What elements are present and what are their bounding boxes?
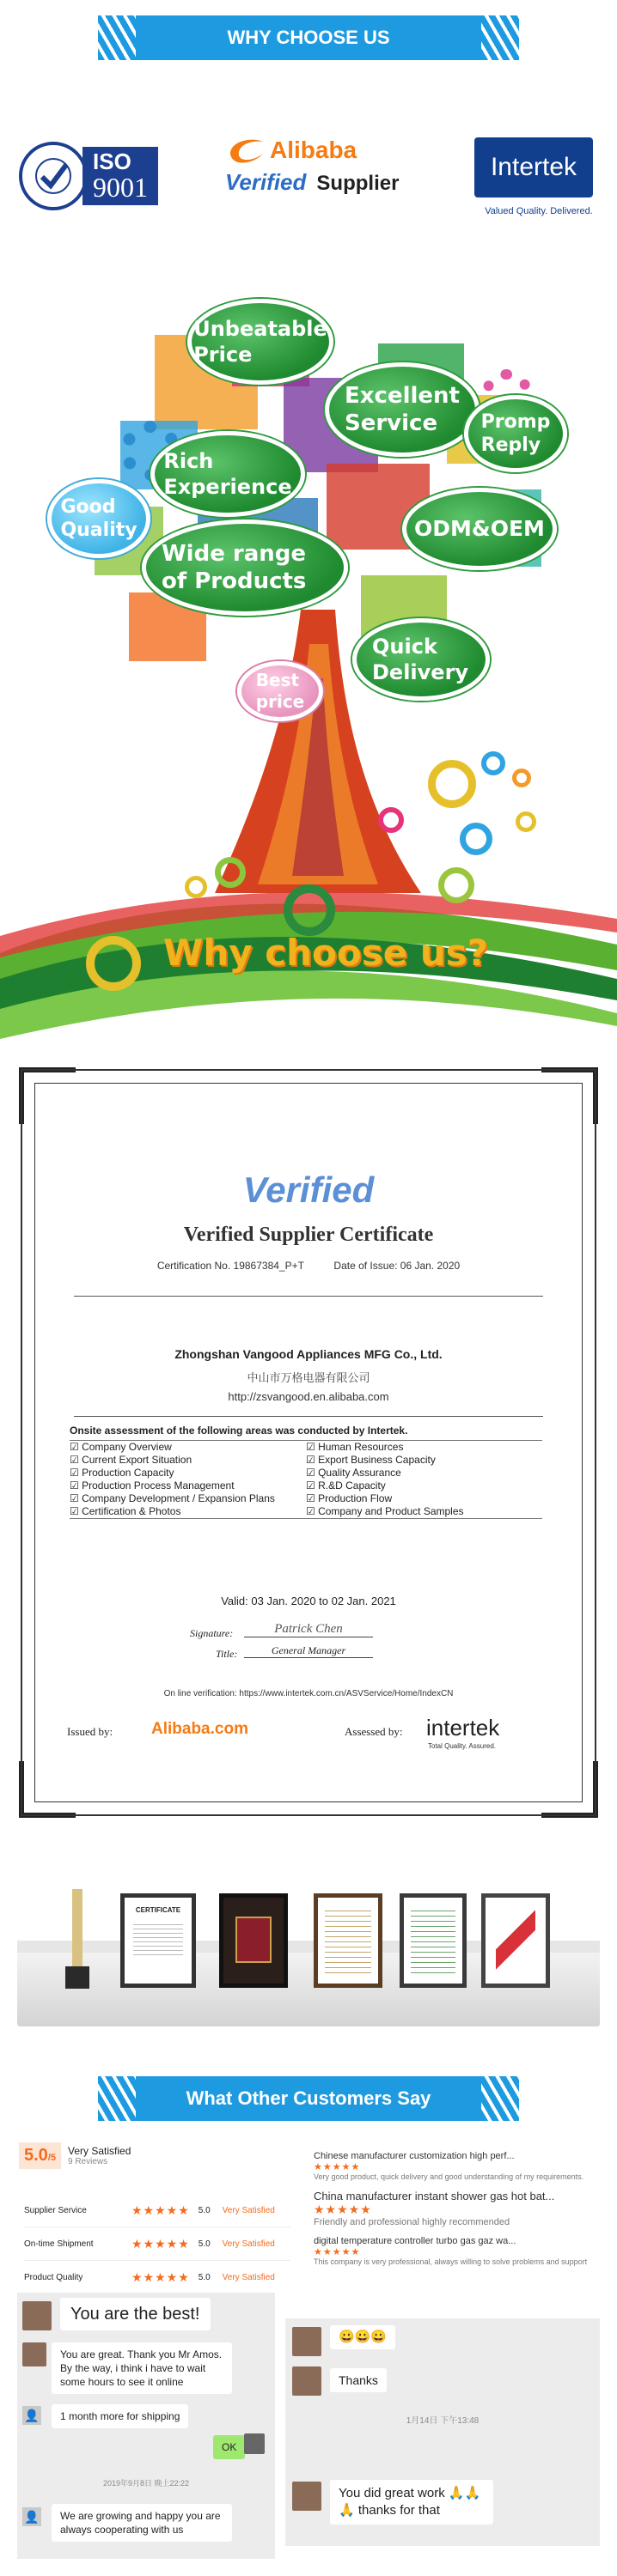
review-count: 9 Reviews xyxy=(68,2157,108,2166)
award-plaque xyxy=(219,1893,288,1988)
bubble-excellent-service xyxy=(325,362,480,457)
area-item: Certification & Photos xyxy=(82,1505,181,1517)
star-rating-icon: ★★★★★ xyxy=(314,2202,372,2216)
area-item: Current Export Situation xyxy=(82,1454,192,1466)
divider xyxy=(74,1416,543,1417)
avatar xyxy=(22,2342,46,2366)
iso-logo xyxy=(19,142,158,210)
chat-bubble: You are the best! xyxy=(60,2298,211,2330)
chat-bubble: You are great. Thank you Mr Amos. By the way, i think i have to wait some hours to see it online xyxy=(52,2342,232,2394)
cert-url: http://zsvangood.en.alibaba.com xyxy=(228,1390,389,1403)
metric-value: 5.0 xyxy=(198,2239,211,2249)
review-list xyxy=(314,2151,602,2266)
certificate-frame xyxy=(400,1893,467,1988)
review-product-title[interactable]: digital temperature controller turbo gas gaz wa... xyxy=(314,2236,516,2246)
metric-text: Very Satisfied xyxy=(222,2272,275,2282)
chat-bubble: Thanks xyxy=(330,2368,387,2392)
chat-bubble: You did great work 🙏🙏🙏 thanks for that xyxy=(330,2480,493,2524)
certificate-frame xyxy=(314,1893,382,1988)
slogan-text: Why choose us? xyxy=(163,932,489,974)
area-item: Production Flow xyxy=(318,1492,393,1504)
cert-title-label: Title: xyxy=(216,1648,238,1660)
cert-areas-table: ☑ Company Overview ☑ Human Resources ☑ Current Export Situation ☑ Export Business Capacity ☑ Production Capacity ☑ Quality Assurance ☑ Production Process Management ☑ R.&D Capacity ☑ Company Development / Expansion Plans ☑ Production Flow ☑ Certification & Photos ☑ Company and Product Samples xyxy=(70,1440,542,1519)
bubble-text: Best price xyxy=(255,670,305,712)
metric-row xyxy=(24,2194,290,2227)
iso-label: ISO xyxy=(93,148,131,174)
bubble-odm-oem xyxy=(402,488,557,570)
chat-screenshot-right-bottom xyxy=(285,2473,600,2546)
chat-bubble: We are growing and happy you are always cooperating with us xyxy=(52,2504,232,2542)
bubble-rich-experience xyxy=(150,431,305,517)
bubble-wide-range xyxy=(142,519,348,616)
cert-assessor-tagline: Total Quality. Assured. xyxy=(428,1742,496,1750)
chat-bubble: 😀😀😀 xyxy=(330,2325,395,2349)
area-item: Human Resources xyxy=(318,1441,404,1453)
avatar xyxy=(292,2482,321,2511)
default-avatar-icon: 👤 xyxy=(22,2406,41,2425)
rating-summary xyxy=(19,2142,131,2169)
verified-supplier-certificate xyxy=(21,1069,596,1816)
ornament-corner-icon xyxy=(541,1761,598,1818)
cert-issuer-logo: Alibaba.com xyxy=(151,1720,248,1738)
area-item: Company Overview xyxy=(82,1441,172,1453)
cert-issued-by-label: Issued by: xyxy=(67,1725,113,1738)
alibaba-wordmark: Alibaba xyxy=(270,137,357,163)
certificate-plaque xyxy=(120,1893,196,1988)
cert-company-cn: 中山市万格电器有限公司 xyxy=(247,1371,370,1384)
section-title: WHY CHOOSE US xyxy=(227,27,390,48)
cert-assessment-note: Onsite assessment of the following areas was conducted by Intertek. xyxy=(70,1425,408,1437)
bubble-good-quality xyxy=(47,479,150,558)
cert-issue-date: Date of Issue: 06 Jan. 2020 xyxy=(333,1260,461,1272)
cert-online-verification: On line verification: https://www.intertek.com.cn/ASVService/Home/IndexCN xyxy=(163,1689,454,1698)
review-item xyxy=(314,2190,602,2227)
why-choose-us-tree-graphic xyxy=(0,283,617,1056)
alibaba-smile-icon xyxy=(225,133,270,167)
rating-score: 5.0 xyxy=(24,2146,48,2165)
cert-title: Verified Supplier Certificate xyxy=(183,1224,434,1246)
chat-bubble-sent: OK xyxy=(213,2435,245,2459)
intertek-wordmark: Intertek xyxy=(490,153,577,181)
bubble-text: Unbeatable Price xyxy=(193,317,327,367)
section-banner-why-choose-us xyxy=(103,15,514,60)
metric-label: Product Quality xyxy=(24,2272,83,2282)
iso-seal-icon xyxy=(19,142,88,210)
review-text: This company is very professional, always willing to solve problems and support xyxy=(314,2257,588,2266)
area-item: Quality Assurance xyxy=(318,1467,401,1479)
bubble-best-price xyxy=(237,661,323,721)
chat-bubble: 1 month more for shipping xyxy=(52,2404,188,2428)
star-rating-icon: ★★★★★ xyxy=(314,2247,361,2257)
chat-timestamp: 2019年9月8日 晚上22:22 xyxy=(102,2479,190,2488)
cert-valid: Valid: 03 Jan. 2020 to 02 Jan. 2021 xyxy=(221,1595,396,1607)
intertek-logo xyxy=(474,137,593,197)
bubble-text: Wide range of Products xyxy=(162,540,307,594)
metric-value: 5.0 xyxy=(198,2272,211,2282)
section-banner-customers-say xyxy=(103,2076,514,2121)
bubble-unbeatable-price xyxy=(187,299,333,385)
metric-value: 5.0 xyxy=(198,2205,211,2215)
review-item xyxy=(314,2236,602,2266)
intertek-tagline: Valued Quality. Delivered. xyxy=(485,206,593,216)
section-title: What Other Customers Say xyxy=(186,2087,431,2109)
ornament-corner-icon xyxy=(19,1761,76,1818)
cert-assessor-logo: intertek xyxy=(426,1715,500,1741)
default-avatar-icon: 👤 xyxy=(22,2507,41,2526)
rating-metrics xyxy=(24,2194,290,2293)
alibaba-verified-logo xyxy=(225,133,406,215)
star-rating-icon: ★★★★★ xyxy=(131,2236,190,2251)
chat-timestamp: 1月14日 下午13:48 xyxy=(406,2416,480,2426)
area-item: Company and Product Samples xyxy=(318,1505,464,1517)
star-rating-icon: ★★★★★ xyxy=(131,2269,190,2284)
ornament-corner-icon xyxy=(541,1067,598,1124)
area-item: Company Development / Expansion Plans xyxy=(82,1492,275,1504)
ornament-corner-icon xyxy=(19,1067,76,1124)
bubble-text: Excellent Service xyxy=(345,382,460,436)
divider xyxy=(74,1296,543,1297)
avatar xyxy=(244,2433,265,2454)
review-product-title[interactable]: China manufacturer instant shower gas hot bat... xyxy=(314,2190,555,2202)
verified-wordmark: Verified xyxy=(225,169,307,195)
cert-verified-logo: Verified xyxy=(242,1170,375,1210)
chat-screenshot-right xyxy=(285,2318,600,2473)
metric-row xyxy=(24,2261,290,2293)
star-rating-icon: ★★★★★ xyxy=(314,2162,361,2172)
iso-code: 9001 xyxy=(93,171,148,203)
cert-number: Certification No. 19867384_P+T xyxy=(156,1260,304,1272)
cert-title-value: General Manager xyxy=(244,1644,373,1658)
avatar xyxy=(22,2301,52,2330)
metric-text: Very Satisfied xyxy=(222,2239,275,2249)
cert-number-row xyxy=(22,1260,595,1272)
trophy-icon xyxy=(60,1889,95,1992)
area-item: Export Business Capacity xyxy=(318,1454,436,1466)
bubble-text: Promp Reply xyxy=(480,410,551,456)
review-text: Friendly and professional highly recommended xyxy=(314,2217,510,2227)
metric-text: Very Satisfied xyxy=(222,2205,275,2215)
area-item: Production Process Management xyxy=(82,1479,235,1492)
plaque-label: CERTIFICATE xyxy=(135,1906,181,1914)
bubble-text: Rich Experience xyxy=(163,449,292,499)
certificate-frame xyxy=(481,1893,550,1988)
metric-label: Supplier Service xyxy=(24,2205,87,2215)
metric-label: On-time Shipment xyxy=(24,2239,94,2249)
review-text: Very good product, quick delivery and good understanding of my requirements. xyxy=(314,2172,584,2181)
review-item xyxy=(314,2151,602,2181)
cert-assessed-by-label: Assessed by: xyxy=(345,1725,403,1738)
bubble-quick-delivery xyxy=(352,618,490,701)
review-product-title[interactable]: Chinese manufacturer customization high perf... xyxy=(314,2151,515,2161)
area-item: Production Capacity xyxy=(82,1467,174,1479)
bubble-promp-reply xyxy=(464,395,567,472)
cert-company: Zhongshan Vangood Appliances MFG Co., Ltd. xyxy=(174,1347,443,1361)
supplier-wordmark: Supplier xyxy=(316,172,400,195)
bubble-text: Good Quality xyxy=(60,495,137,541)
metric-row xyxy=(24,2227,290,2261)
rating-score-suffix: /5 xyxy=(47,2153,56,2163)
avatar xyxy=(292,2327,321,2356)
chat-screenshot-left xyxy=(17,2293,275,2559)
star-rating-icon: ★★★★★ xyxy=(131,2202,190,2217)
cert-signature: Patrick Chen xyxy=(244,1622,373,1637)
avatar xyxy=(292,2366,321,2396)
rating-text: Very Satisfied xyxy=(68,2145,131,2157)
cert-signature-label: Signature: xyxy=(190,1627,234,1639)
bubble-text: Quick Delivery xyxy=(372,635,469,684)
area-item: R.&D Capacity xyxy=(318,1479,386,1492)
bubble-text: ODM&OEM xyxy=(414,516,545,542)
